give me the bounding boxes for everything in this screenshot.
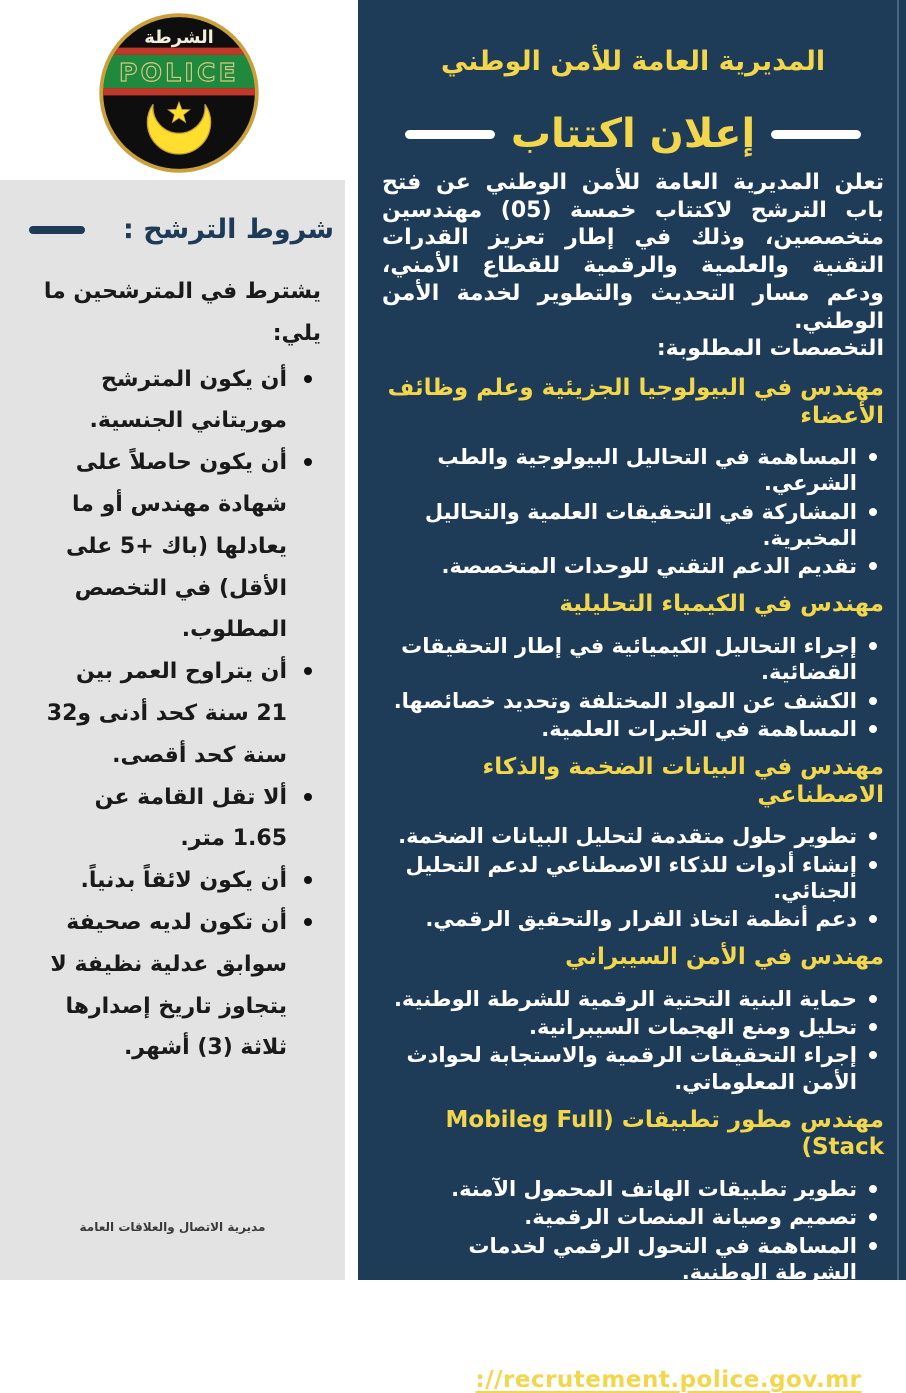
condition-item: أن يكون حاصلاً على شهادة مهندس أو ما يعادلها (باك +5 على الأقل) في التخصص المطلوب. xyxy=(42,442,321,651)
section-title: مهندس في البيولوجيا الجزيئية وعلم وظائف الأعضاء xyxy=(387,375,884,429)
section-bullets xyxy=(382,823,884,932)
bullet-item: تقديم الدعم التقني للوحدات المتخصصة. xyxy=(382,553,884,579)
section-bullets xyxy=(382,633,884,742)
police-badge-icon xyxy=(98,12,260,174)
bullet-item: إجراء التحاليل الكيميائية في إطار التحقيقات القضائية. xyxy=(382,633,884,686)
bullet-item: إجراء التحقيقات الرقمية والاستجابة لحوادث الأمن المعلوماتي. xyxy=(382,1042,884,1095)
condition-item: أن يكون المترشح موريتاني الجنسية. xyxy=(42,359,321,443)
conditions-header xyxy=(42,214,334,245)
announcement-title-row xyxy=(382,111,884,157)
police-badge-logo xyxy=(98,12,260,174)
section-analytical-chemistry xyxy=(382,591,884,742)
section-bullets xyxy=(382,986,884,1095)
conditions-dash xyxy=(29,226,85,234)
condition-item: أن تكون لديه صحيفة سوابق عدلية نظيفة لا يتجاوز تاريخ إصدارها ثلاثة (3) أشهر. xyxy=(42,902,321,1069)
logo-latin-text: POLICE xyxy=(118,57,240,87)
badge-red-stripe-top xyxy=(98,48,260,55)
bullet-item: تحليل ومنع الهجمات السيبرانية. xyxy=(382,1014,884,1040)
badge-red-stripe-bottom xyxy=(98,88,260,95)
section-cybersecurity xyxy=(382,944,884,1095)
logo-arabic-text: الشرطة xyxy=(144,26,214,48)
section-title: مهندس في البيانات الضخمة والذكاء الاصطناعي xyxy=(482,754,884,808)
title-dash-left xyxy=(405,130,495,139)
bullet-item: حماية البنية التحتية الرقمية للشرطة الوطنية. xyxy=(382,986,884,1012)
conditions-list xyxy=(42,359,321,1070)
bullet-item: الكشف عن المواد المختلفة وتحديد خصائصها. xyxy=(382,688,884,714)
bullet-item: تطوير تطبيقات الهاتف المحمول الآمنة. xyxy=(382,1176,884,1202)
section-title: مهندس مطور تطبيقات (Mobileg Full Stack) xyxy=(445,1106,884,1161)
title-dash-right xyxy=(771,130,861,139)
panel-edge-line xyxy=(897,0,899,1280)
organization-title: المديرية العامة للأمن الوطني xyxy=(440,46,826,77)
section-app-developer xyxy=(382,1107,884,1285)
bullet-item: المشاركة في التحقيقات العلمية والتحاليل المخبرية. xyxy=(382,499,884,552)
recruitment-link[interactable] xyxy=(404,1367,861,1393)
department-credit: مديرية الاتصال والعلاقات العامة xyxy=(79,1220,266,1234)
section-title: مهندس في الأمن السيبراني xyxy=(565,944,884,971)
conditions-intro: يشترط في المترشحين ما يلي: xyxy=(43,279,321,346)
bullet-item: المساهمة في التحاليل البيولوجية والطب الشرعي. xyxy=(382,444,884,497)
bullet-item: المساهمة في الخبرات العلمية. xyxy=(382,716,884,742)
section-bullets xyxy=(382,1176,884,1285)
link-rest[interactable]: ://recrutement.police.gov.mr xyxy=(475,1366,862,1393)
link-scheme[interactable]: https xyxy=(404,1366,476,1393)
section-molecular-biology xyxy=(382,375,884,579)
announcement-panel xyxy=(358,0,906,1393)
condition-item: ألا تقل القامة عن 1.65 متر. xyxy=(42,777,321,861)
announcement-intro: تعلن المديرية العامة للأمن الوطني عن فتح باب الترشح لاكتتاب خمسة (05) مهندسين متخصصين، وذلك في إطار تعزيز القدرات التقنية والعلمية والرقمية للقطاع الأمني، ودعم مسار التحديث والتطوير لخدمة الأمن الوطني. xyxy=(382,170,884,334)
announcement-title: إعلان اكتتاب xyxy=(510,111,756,157)
link-row xyxy=(382,1367,884,1393)
conditions-panel xyxy=(0,180,345,1280)
bullet-item: تصميم وصيانة المنصات الرقمية. xyxy=(382,1204,884,1230)
bullet-item: تطوير حلول متقدمة لتحليل البيانات الضخمة. xyxy=(382,823,884,849)
bullet-item: المساهمة في التحول الرقمي لخدمات الشرطة الوطنية. xyxy=(382,1233,884,1286)
condition-item: أن يتراوح العمر بين 21 سنة كحد أدنى و32 سنة كحد أقصى. xyxy=(42,651,321,776)
bullet-item: دعم أنظمة اتخاذ القرار والتحقيق الرقمي. xyxy=(382,906,884,932)
section-title: مهندس في الكيمياء التحليلية xyxy=(559,591,884,618)
specializations-label: التخصصات المطلوبة: xyxy=(656,336,884,362)
left-column xyxy=(0,0,358,1280)
section-big-data-ai xyxy=(382,754,884,932)
bullet-item: إنشاء أدوات للذكاء الاصطناعي لدعم التحليل الجنائي. xyxy=(382,852,884,905)
conditions-title: شروط الترشح : xyxy=(123,214,334,245)
condition-item: أن يكون لائقاً بدنياً. xyxy=(42,860,321,902)
apply-note: يتم استقبال طلبات الترشح عبر المنصة الإلكترونية المخصصة للاكتتاب التالية : xyxy=(432,1306,834,1357)
section-bullets xyxy=(382,444,884,579)
